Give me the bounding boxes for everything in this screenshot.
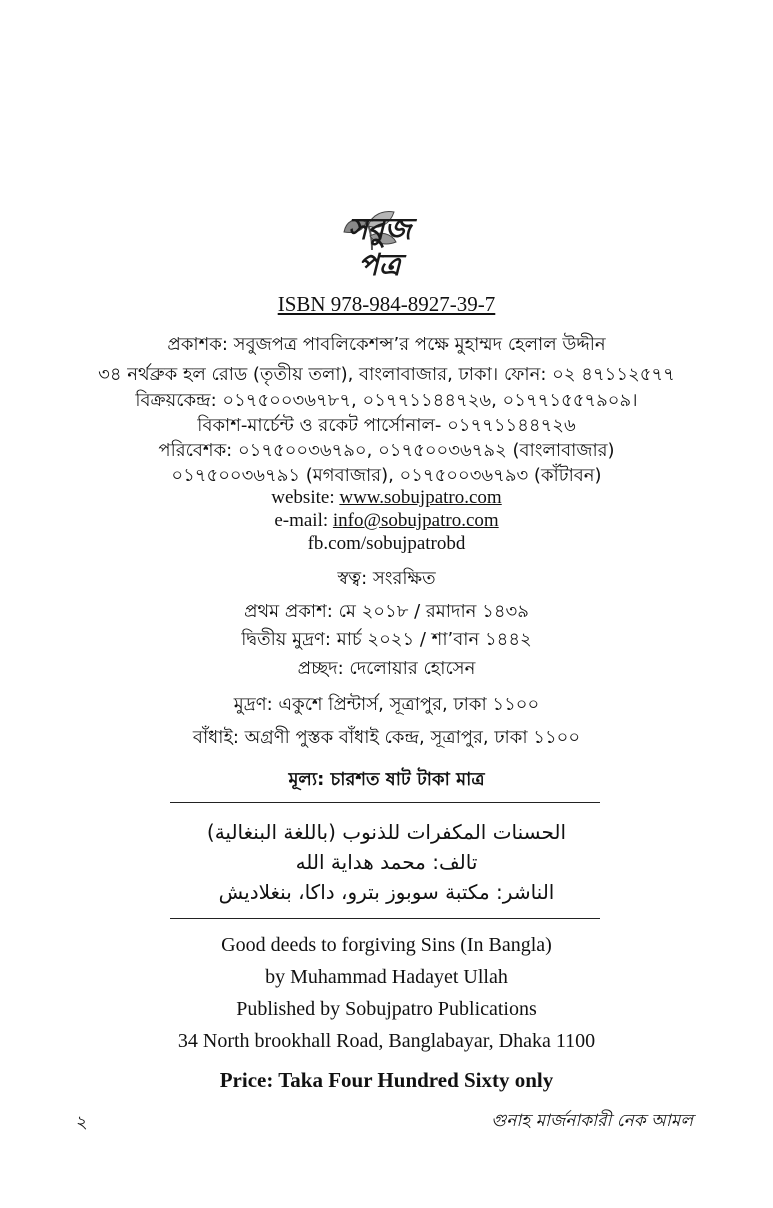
website-link[interactable]: www.sobujpatro.com: [339, 487, 502, 508]
price-bangla: মূল্য: চারশত ষাট টাকা মাত্র: [288, 769, 485, 790]
binder-line: বাঁধাই: অগ্রণী পুস্তক বাঁধাই কেন্দ্র, সূত্রাপুর, ঢাকা ১১০০: [192, 727, 581, 748]
distributor-line: পরিবেশক: ০১৭৫০০৩৬৭৯০, ০১৭৫০০৩৬৭৯২ (বাংলাবাজার): [158, 440, 615, 461]
first-edition-line: প্রথম প্রকাশ: মে ২০১৮ / রমাদান ১৪৩৯: [244, 601, 529, 622]
email-label: e-mail:: [274, 510, 333, 531]
publisher-logo: [332, 208, 427, 284]
divider-bottom: [170, 918, 600, 919]
sales-center-line: বিক্রয়কেন্দ্র: ০১৭৫০০৩৬৭৮৭, ০১৭৭১১৪৪৭২৬, ০১৭৭১৫৫৭৯০৯।: [135, 390, 638, 411]
email-line: [0, 510, 773, 532]
running-title: গুনাহ মার্জনাকারী নেক আমল: [491, 1111, 693, 1131]
bkash-line: বিকাশ-মার্চেন্ট ও রকেট পার্সোনাল- ০১৭৭১১৪৪৭২৬: [197, 415, 576, 436]
isbn: ISBN 978-984-8927-39-7: [277, 292, 496, 316]
email-link[interactable]: info@sobujpatro.com: [332, 510, 499, 531]
address-line: ৩৪ নর্থব্রুক হল রোড (তৃতীয় তলা), বাংলাবাজার, ঢাকা। ফোন: ০২ ৪৭১১২৫৭৭: [98, 364, 675, 385]
website-line: [0, 487, 773, 509]
publisher-line: প্রকাশক: সবুজপত্র পাবলিকেশন্স’র পক্ষে মুহাম্মদ হেলাল উদ্দীন: [167, 334, 606, 355]
english-publisher: Published by Sobujpatro Publications: [236, 998, 537, 1020]
facebook-line: fb.com/sobujpatrobd: [307, 533, 466, 554]
english-title: Good deeds to forgiving Sins (In Bangla): [221, 934, 552, 956]
website-label: website:: [271, 487, 340, 508]
printer-line: মুদ্রণ: একুশে প্রিন্টার্স, সূত্রাপুর, ঢাকা ১১০০: [233, 694, 540, 715]
divider-top: [170, 802, 600, 803]
cover-designer-line: প্রচ্ছদ: দেলোয়ার হোসেন: [297, 658, 476, 679]
english-author: by Muhammad Hadayet Ullah: [265, 966, 508, 988]
arabic-publisher: الناشر: مكتبة سوبوز بترو، داكا، بنغلاديش: [218, 880, 555, 904]
page-number: ২: [76, 1112, 88, 1133]
second-printing-line: দ্বিতীয় মুদ্রণ: মার্চ ২০২১ / শা’বান ১৪৪২: [241, 629, 532, 650]
rights-line: স্বত্ব: সংরক্ষিত: [337, 568, 436, 589]
distributor-line-2: ০১৭৫০০৩৬৭৯১ (মগবাজার), ০১৭৫০০৩৬৭৯৩ (কাঁটাবন): [171, 465, 602, 486]
price-english: Price: Taka Four Hundred Sixty only: [219, 1068, 554, 1092]
arabic-title: الحسنات المكفرات للذنوب (باللغة البنغالية): [206, 820, 567, 844]
logo-text: সবুজ পত্র: [347, 212, 412, 283]
english-address: 34 North brookhall Road, Banglabayar, Dhaka 1100: [177, 1030, 596, 1052]
arabic-author: تالف: محمد هداية الله: [295, 850, 478, 874]
